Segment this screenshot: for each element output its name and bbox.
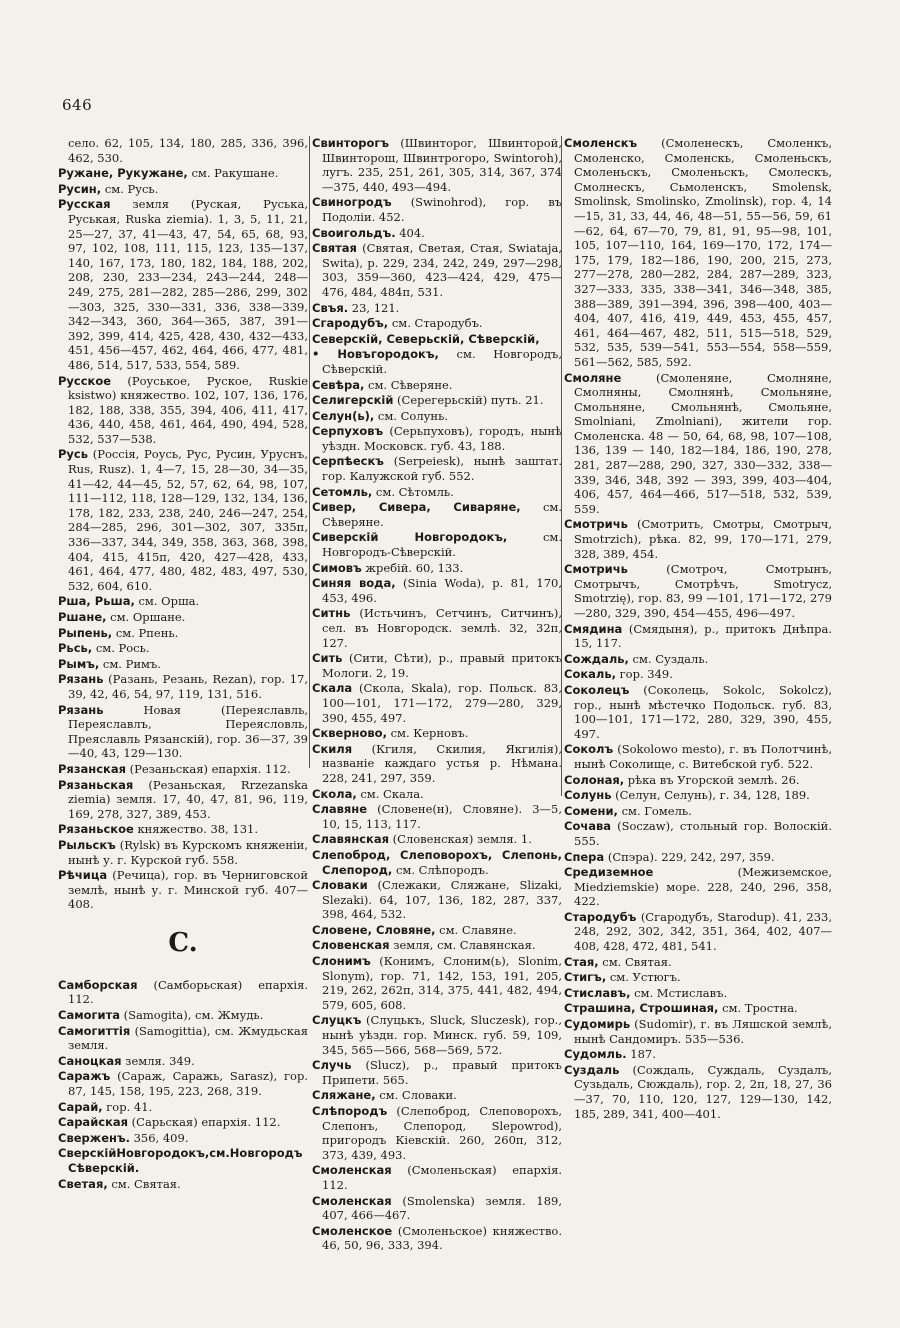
entry-headword: Сомени,	[564, 803, 618, 818]
entry-headword: Самогиттія	[58, 1023, 131, 1038]
index-entry	[312, 1194, 562, 1223]
entry-headword: Рязанская	[58, 761, 126, 776]
entry-text: (Соколець, Sokolc, Sokolcz), гор., нынѣ мѣстечко Подольск. губ. 83, 100—101, 171—172, 280, 329, 390, 455, 497.	[574, 682, 832, 741]
entry-text: (Речица), гор. въ Черниговской землѣ, нынѣ у. г. Минской губ. 407—408.	[68, 868, 308, 912]
entry-text: см. Сѣтомль.	[372, 484, 454, 499]
entry-headword: Сочава	[564, 819, 612, 834]
index-entry	[58, 594, 308, 609]
index-entry	[564, 1047, 832, 1062]
index-entry	[58, 762, 308, 777]
index-entry	[312, 1058, 562, 1087]
index-entry	[312, 393, 562, 408]
entry-headword: Селун(ь),	[312, 408, 375, 423]
section-letter: C.	[168, 927, 198, 958]
index-entry	[312, 726, 562, 741]
index-entry	[564, 1001, 832, 1016]
index-entry	[312, 681, 562, 725]
entry-headword: Рязань	[58, 672, 104, 687]
entry-text: (Sinia Woda), р. 81, 170, 453, 496.	[322, 576, 562, 605]
index-entry	[564, 667, 832, 682]
index-entry	[564, 622, 832, 651]
entry-headword: Судомирь	[564, 1017, 631, 1032]
entry-headword: Ситнь	[312, 606, 351, 621]
index-entry	[312, 832, 562, 847]
index-entry	[58, 838, 308, 867]
entry-text: Новая (Переяславль, Переяславлъ, Переясловль, Преяславль Рязанскій), гор. 36—37, 39—40, 43, 129—130.	[68, 702, 308, 761]
index-entry	[58, 626, 308, 641]
entry-text: (Межиземское, Miedziemskie) море. 228, 240, 296, 358, 422.	[574, 865, 832, 909]
entry-text: 23, 121.	[348, 300, 400, 315]
entry-headword: Саражъ	[58, 1069, 111, 1084]
index-entry	[312, 301, 562, 316]
index-entry	[312, 485, 562, 500]
entry-text: (Samogita), см. Жмудь.	[120, 1008, 264, 1023]
entry-headword: Свиногродъ	[312, 195, 392, 210]
index-entry	[564, 850, 832, 865]
entry-headword: Свинторогъ	[312, 136, 390, 150]
entry-headword: Стародубъ	[564, 909, 637, 924]
index-entry	[312, 347, 562, 376]
entry-headword: Святая	[312, 241, 357, 256]
entry-text: (Разань, Резань, Rezan), гор. 17, 39, 42, 46, 54, 97, 119, 131, 516.	[68, 672, 308, 701]
entry-headword: Смоляне	[564, 370, 622, 385]
entry-text: (Истьчинъ, Сетчинъ, Ситчинъ), сел. въ Новгородск. землѣ. 32, 32п, 127.	[322, 606, 562, 650]
entry-headword: Славяне	[312, 802, 368, 817]
entry-text: (Смоленяне, Смолняне, Смолняны, Смолнянѣ, Смольняне, Смольняне, Смольнянѣ, Смольяне, Smolniani, Zmolniani), жители гор. Смоленска. 48 — 50, 64, 68, 98, 107—108, 136, 139 — 140, 182—184, 186, 190, 278, 281, 287—288, 290, 327, 330—332, 338—339, 346, 348, 392 — 393, 399, 403—404, 406, 457, 464—466, 517—518, 532, 539, 559.	[574, 370, 832, 516]
index-entry	[58, 374, 308, 447]
entry-text: гор. 349.	[615, 667, 673, 682]
index-entry	[312, 195, 562, 224]
entry-headword: Свъя.	[312, 300, 349, 315]
index-entry	[564, 562, 832, 620]
entry-text: (Сгародубъ, Starodup). 41, 233, 248, 292, 302, 342, 351, 364, 402, 407—408, 428, 472, 481, 541.	[574, 909, 832, 954]
entry-headword: Самогита	[58, 1008, 120, 1023]
index-entry	[58, 672, 308, 701]
entry-headword: Рыльскъ	[58, 837, 116, 852]
index-entry	[58, 778, 308, 822]
entry-text: (Swinohrod), гор. въ Подоліи. 452.	[322, 195, 562, 224]
entry-text: 404.	[395, 225, 425, 240]
entry-headword: Средиземное	[564, 865, 654, 880]
index-entry	[312, 316, 562, 331]
entry-headword: Саноцкая	[58, 1053, 122, 1068]
index-entry	[312, 787, 562, 802]
index-entry	[312, 454, 562, 483]
entry-text: (Селун, Селунь), г. 34, 128, 189.	[611, 788, 810, 803]
entry-text: (Smolenska) земля. 189, 407, 466—467.	[322, 1193, 562, 1223]
index-entry	[58, 703, 308, 761]
index-entry	[312, 878, 562, 922]
entry-text: (Samogittia), см. Жмудьская земля.	[68, 1023, 308, 1053]
index-entry	[564, 804, 832, 819]
index-entry	[564, 683, 832, 741]
entry-headword: Ршане,	[58, 610, 107, 624]
index-entry	[58, 166, 308, 181]
entry-text: см. Славяне.	[435, 922, 517, 937]
entry-text: (Serpeiesk), нынѣ заштат. гор. Калужской губ. 552.	[322, 454, 562, 484]
entry-headword: Спера	[564, 849, 605, 864]
entry-headword: Рязаньское	[58, 822, 134, 837]
index-column-2	[312, 136, 562, 1296]
entry-headword: Русская	[58, 197, 111, 212]
entry-text: см. Устюгъ.	[606, 970, 681, 985]
entry-headword: Симовъ	[312, 560, 362, 575]
entry-text: земля, см. Славянская.	[389, 938, 536, 953]
entry-text: см. Новгородъ-Сѣверскій.	[322, 530, 562, 560]
index-entry	[564, 773, 832, 788]
entry-text: см. Сѣверяне.	[364, 377, 453, 392]
index-entry	[312, 241, 562, 299]
index-entry	[564, 788, 832, 803]
entry-headword: Скола,	[312, 786, 357, 801]
index-entry	[564, 517, 832, 561]
index-entry	[58, 1024, 308, 1053]
entry-headword: Сиверскій Новгородокъ,	[312, 530, 508, 545]
entry-headword: Рьсь,	[58, 641, 93, 656]
index-entry	[312, 923, 562, 938]
entry-headword: Соколъ	[564, 742, 614, 757]
entry-text: (Rylsk) въ Курскомъ княженіи, нынѣ у. г. Курской губ. 558.	[68, 837, 308, 867]
entry-headword: Русин,	[58, 181, 102, 196]
entry-text: см. Римъ.	[99, 656, 161, 671]
entry-headword: Севѣра,	[312, 377, 365, 392]
entry-text: (Sokolowo mesto), г. въ Полотчинѣ, нынѣ Соколище, с. Витебской губ. 522.	[574, 742, 832, 771]
index-entry	[564, 1063, 832, 1121]
index-entry	[312, 530, 562, 559]
entry-headword: Смоленское	[312, 1223, 393, 1238]
entry-text: (Швинторог, Швинторой, Швинторош, Швинтрогоро, Swintoroh), лугъ. 235, 251, 261, 305, 314, 367, 374—375, 440, 493—494.	[322, 136, 562, 194]
entry-headword: Скала	[312, 681, 353, 696]
entry-text: (Серегерьскій) путь. 21.	[393, 393, 544, 408]
entry-headword: Страшина, Строшиная,	[564, 1001, 719, 1016]
entry-headword: Своигольдъ.	[312, 225, 396, 240]
entry-headword: Слонимъ	[312, 954, 371, 969]
entry-text: (Россія, Роусь, Рус, Русин, Уруснъ, Rus, Rusz). 1, 4—7, 15, 28—30, 34—35, 41—42, 44—45, 52, 57, 62, 64, 98, 107, 111—112, 118, 128—129, 132, 134, 136, 178, 182, 233, 238, 240, 246—247, 254, 284—285, 296, 301—302, 307, 335п, 336—337, 344, 349, 358, 363, 368, 398, 404, 415, 415п, 420, 427—428, 433, 461, 464, 477, 480, 482, 483, 497, 530, 532, 604, 610.	[68, 447, 308, 593]
entry-headword: Рымъ,	[58, 656, 100, 671]
entry-headword: Серпѣескъ	[312, 454, 384, 469]
entry-text: см. Словаки.	[375, 1088, 457, 1103]
entry-headword: Стая,	[564, 954, 599, 969]
entry-headword: Суздаль	[564, 1062, 620, 1077]
entry-headword: Солоная,	[564, 772, 625, 787]
entry-text: княжество. 38, 131.	[133, 822, 259, 837]
entry-text: см. Стародубъ.	[388, 316, 483, 331]
entry-headword: Смядина	[564, 621, 623, 636]
index-entry	[312, 332, 562, 347]
index-entry	[312, 938, 562, 953]
entry-headword: Синяя вода,	[312, 576, 396, 591]
entry-text: (Slucz), р., правый притокъ Припети. 565.	[322, 1058, 562, 1087]
entry-text: см. Рось.	[92, 641, 150, 656]
page-number: 646	[62, 96, 93, 114]
entry-headword: Сождаль,	[564, 651, 629, 666]
index-entry	[312, 226, 562, 241]
index-entry	[312, 1224, 562, 1253]
column-divider	[309, 136, 310, 768]
entry-text: (Сараж, Саражь, Sarasz), гор. 87, 145, 158, 195, 223, 268, 319.	[68, 1069, 308, 1099]
entry-text: см. Скала.	[356, 786, 424, 801]
entry-headword: Смоленская	[312, 1193, 392, 1208]
entry-text: см. Ракушане.	[187, 166, 279, 181]
index-entry	[312, 136, 562, 194]
entry-headword: Сарайская	[58, 1115, 129, 1130]
entry-text: (Спэра). 229, 242, 297, 359.	[604, 849, 775, 864]
index-entry	[312, 606, 562, 650]
entry-text: (Кгиля, Скилия, Якгилія), названіе каждаго устья р. Нѣмана. 228, 241, 297, 359.	[322, 741, 562, 785]
index-entry	[312, 1163, 562, 1192]
entry-headword: Слѣпородъ	[312, 1104, 388, 1118]
entry-text: см. Мстиславъ.	[630, 985, 728, 1000]
entry-headword: Судомль.	[564, 1047, 627, 1062]
entry-text: (Сити, Сѣти), р., правый притокъ Мологи. 2, 19.	[322, 651, 562, 680]
index-entry	[312, 500, 562, 529]
index-entry	[564, 865, 832, 909]
index-entry	[58, 1131, 308, 1146]
index-entry	[58, 1069, 308, 1098]
index-entry	[312, 409, 562, 424]
entry-text: жребій. 60, 133.	[361, 560, 464, 575]
entry-headword: Серпуховъ	[312, 424, 384, 439]
entry-text: см. Оршане.	[106, 610, 186, 624]
entry-headword: Слуцкъ	[312, 1013, 362, 1028]
entry-text: (Словене(н), Словяне). 3—5, 10, 15, 113, 117.	[322, 802, 562, 831]
entry-text: см. Рпень.	[112, 625, 179, 640]
index-entry	[564, 955, 832, 970]
entry-text: (Резаньская) епархія. 112.	[125, 761, 291, 776]
index-entry	[564, 371, 832, 517]
index-entry	[312, 651, 562, 680]
entry-headword: Сетомль,	[312, 484, 373, 499]
entry-headword: • Новъгородокъ,	[312, 347, 439, 362]
entry-text: см. Солунь.	[374, 408, 448, 423]
entry-text: (Смотроч, Смотрынъ, Смотрычъ, Смотрѣчъ, Smotrycz, Smotrzię), гор. 83, 99 —101, 171—172, 279—280, 329, 390, 454—455, 496—497.	[574, 562, 832, 620]
entry-headword: Рязаньская	[58, 777, 134, 792]
entry-headword: Смоленская	[312, 1163, 392, 1178]
entry-text: рѣка въ Угорской землѣ. 26.	[624, 772, 800, 787]
entry-text: см. Святая.	[107, 1176, 181, 1191]
index-entry	[564, 1017, 832, 1046]
index-entry	[564, 819, 832, 848]
entry-headword: Скверново,	[312, 726, 387, 741]
entry-text: см. Гомель.	[617, 803, 692, 818]
index-entry	[58, 1008, 308, 1023]
entry-headword: Стиславъ,	[564, 985, 631, 1000]
index-entry	[58, 136, 308, 165]
index-entry	[564, 910, 832, 954]
index-entry	[312, 576, 562, 605]
entry-headword: Русь	[58, 447, 89, 462]
entry-headword: Сверженъ.	[58, 1130, 130, 1145]
index-entry	[312, 954, 562, 1012]
entry-text: (Слежаки, Сляжане, Slizaki, Slezaki). 64, 107, 136, 182, 287, 337, 398, 464, 532.	[322, 878, 562, 922]
index-entry	[564, 652, 832, 667]
index-entry	[312, 742, 562, 786]
entry-text: (Слепоброд, Слеповорохъ, Слепонъ, Слепород, Slepowrod), пригородъ Кіевскій. 260, 260п, 312, 373, 439, 493.	[322, 1104, 562, 1162]
entry-text: (Sudomir), г. въ Ляшской землѣ, нынѣ Сандомиръ. 535—536.	[574, 1017, 832, 1046]
index-entry	[58, 1054, 308, 1069]
entry-headword: Смоленскъ	[564, 136, 638, 150]
index-entry	[58, 978, 308, 1007]
entry-text: см. Святая.	[598, 954, 672, 969]
entry-headword: Смотричь	[564, 517, 628, 532]
entry-headword: Светая,	[58, 1176, 108, 1191]
index-entry	[58, 197, 308, 372]
entry-text: (Смоленьское) княжество. 46, 50, 96, 333, 394.	[322, 1223, 562, 1253]
entry-headword: Солунь	[564, 788, 612, 803]
entry-text: село. 62, 105, 134, 180, 285, 336, 396, 462, 530.	[68, 136, 308, 165]
entry-text: (Слуцькъ, Sluck, Sluczesk), гор., нынѣ уѣздн. гор. Минск. губ. 59, 109, 345, 565—566, 568—569, 572.	[322, 1013, 562, 1057]
entry-headword: СверскійНовгородокъ,см.Новгородъ Сѣверскій.	[58, 1146, 303, 1175]
entry-text: (Конимъ, Слоним(ь), Slonim, Slonym), гор. 71, 142, 153, 191, 205, 219, 262, 262п, 314, 375, 441, 482, 494, 579, 605, 608.	[322, 954, 562, 1012]
entry-headword: Слепоброд, Слеповорохъ, Слепонь, Слепород,	[312, 847, 562, 877]
index-entry	[564, 986, 832, 1001]
entry-headword: Сарай,	[58, 1099, 103, 1114]
index-entry	[58, 1146, 308, 1175]
entry-text: (Резаньская, Rrzezanska ziemia) земля. 17, 40, 47, 81, 96, 119, 169, 278, 327, 389, 453.	[68, 777, 308, 821]
entry-headword: Русское	[58, 373, 112, 388]
index-entry	[312, 1013, 562, 1057]
entry-headword: Сокаль,	[564, 667, 616, 682]
entry-headword: Словенская	[312, 938, 390, 953]
entry-text: (Смядыня), р., притокъ Днѣпра. 15, 117.	[574, 621, 832, 651]
entry-text: 187.	[626, 1047, 656, 1062]
entry-text: (Soczaw), стольный гор. Волоскій. 555.	[574, 819, 832, 848]
index-entry	[564, 742, 832, 771]
entry-text: земля. 349.	[121, 1053, 195, 1068]
index-entry	[312, 378, 562, 393]
entry-headword: Смотричь	[564, 562, 628, 577]
entry-text: земля (Руская, Руська, Руськая, Ruska ziemia). 1, 3, 5, 11, 21, 25—27, 37, 41—43, 47, 54, 65, 68, 93, 97, 102, 108, 111, 115, 123, 135—137, 140, 167, 173, 180, 182, 184, 188, 202, 208, 230, 233—234, 243—244, 248—249, 275, 281—282, 285—286, 299, 302—303, 325, 330—331, 336, 338—339, 342—343, 360, 364—365, 387, 391—392, 399, 414, 425, 428, 430, 432—433, 451, 456—457, 462, 464, 466, 477, 481, 486, 514, 517, 533, 554, 589.	[68, 197, 308, 372]
entry-headword: Славянская	[312, 832, 389, 847]
entry-text: (Святая, Светая, Стая, Swiataja, Swita), р. 229, 234, 242, 249, 297—298, 303, 359—360, 423—424, 429, 475—476, 484, 484п, 531.	[322, 241, 562, 299]
index-entry	[312, 424, 562, 453]
entry-text: (Смоленьская) епархія. 112.	[322, 1163, 562, 1192]
entry-text: см. Керновъ.	[386, 726, 469, 741]
entry-headword: Сить	[312, 651, 343, 666]
index-entry	[312, 561, 562, 576]
entry-text: гор. 41.	[102, 1099, 153, 1114]
index-column-1	[58, 136, 308, 1296]
entry-text: (Словенская) земля. 1.	[389, 832, 532, 847]
index-entry	[58, 1177, 308, 1192]
index-column-3	[564, 136, 832, 1296]
entry-headword: Случь	[312, 1058, 352, 1073]
index-entry	[58, 610, 308, 625]
entry-headword: Селигерскій	[312, 393, 394, 408]
entry-headword: Рша, Рьша,	[58, 594, 135, 609]
entry-text: (Скола, Skala), гор. Польск. 83, 100—101, 171—172, 279—280, 329, 390, 455, 497.	[322, 681, 562, 725]
index-entry	[58, 447, 308, 593]
index-entry	[312, 1104, 562, 1162]
entry-headword: Скиля	[312, 741, 353, 756]
entry-headword: Самборская	[58, 977, 138, 992]
index-entry	[312, 1088, 562, 1103]
entry-headword: Ружане, Рукужане,	[58, 166, 188, 181]
entry-text: см. Новгородъ, Сѣверскій.	[322, 347, 562, 376]
index-entry	[58, 868, 308, 912]
entry-text: (Сождаль, Суждаль, Суздалъ, Сузьдаль, Сюждаль), гор. 2, 2п, 18, 27, 36—37, 70, 110, 120, 127, 129—130, 142, 185, 289, 341, 400—401.	[574, 1062, 832, 1121]
index-entry	[58, 822, 308, 837]
index-entry	[58, 182, 308, 197]
entry-headword: Сивер, Сивера, Сиваряне,	[312, 500, 521, 515]
index-entry	[564, 970, 832, 985]
entry-text: (Роуськое, Руское, Ruskie ksistwo) княжество. 102, 107, 136, 176, 182, 188, 338, 355, 394, 406, 411, 417, 436, 440, 458, 461, 464, 490, 494, 528, 532, 537—538.	[68, 373, 308, 446]
entry-text: (Смотрить, Смотры, Смотрыч, Smotrzich), рѣка. 82, 99, 170—171, 279, 328, 389, 454.	[574, 517, 832, 561]
index-entry	[312, 848, 562, 877]
index-entry	[312, 802, 562, 831]
index-entry	[58, 1100, 308, 1115]
entry-headword: Рыпень,	[58, 625, 113, 640]
entry-headword: Рѣчица	[58, 868, 108, 883]
entry-text: см. Суздаль.	[628, 651, 709, 666]
entry-text: (Смоленескъ, Смоленкъ, Смоленско, Смоленскь, Смоленьскъ, Смоленьскъ, Смоленьскъ, Смолескъ, Смолнескъ, Сьмоленскъ, Smolensk, Smolinsk, Smolinsko, Zmolinsk), гор. 4, 14—15, 31, 33, 44, 46, 48—51, 55—56, 59, 61—62, 64, 67—70, 79, 81, 91, 95—98, 101, 105, 107—110, 164, 169—170, 172, 174—175, 179, 182—186, 190, 200, 215, 273, 277—278, 280—282, 284, 287—289, 323, 327—333, 335, 338—341, 346—348, 385, 388—389, 391—394, 396, 398—400, 403—404, 407, 416, 419, 449, 453, 455, 457, 461, 464—467, 482, 511, 515—518, 529, 532, 535, 539—541, 553—554, 558—559, 561—562, 585, 592.	[574, 136, 832, 369]
entry-text: см. Орша.	[134, 594, 200, 609]
entry-text: см. Тростна.	[718, 1001, 798, 1016]
index-entry	[58, 657, 308, 672]
entry-text: см. Слѣпородъ.	[392, 862, 489, 877]
entry-headword: Сляжане,	[312, 1088, 376, 1103]
entry-text: (Серьпуховъ), городъ, нынѣ уѣздн. Московск. губ. 43, 188.	[322, 424, 562, 453]
entry-text: 356, 409.	[129, 1130, 189, 1145]
entry-headword: Словаки	[312, 878, 368, 893]
entry-text: см. Сѣверяне.	[322, 500, 562, 529]
index-entry	[58, 641, 308, 656]
entry-headword: Рязань	[58, 702, 104, 717]
entry-text: см. Русь.	[101, 181, 159, 196]
entry-headword: Стигъ,	[564, 970, 607, 985]
entry-text: (Сарьская) епархія. 112.	[128, 1115, 281, 1130]
index-entry	[564, 136, 832, 370]
entry-text: (Самборьская) епархія. 112.	[68, 977, 308, 1007]
entry-headword: Соколецъ	[564, 682, 630, 697]
entry-headword: Северскій, Северьскій, Сѣверскій,	[312, 331, 540, 346]
index-entry	[58, 1115, 308, 1130]
entry-headword: Словене, Словяне,	[312, 922, 436, 937]
entry-headword: Сгародубъ,	[312, 316, 389, 331]
